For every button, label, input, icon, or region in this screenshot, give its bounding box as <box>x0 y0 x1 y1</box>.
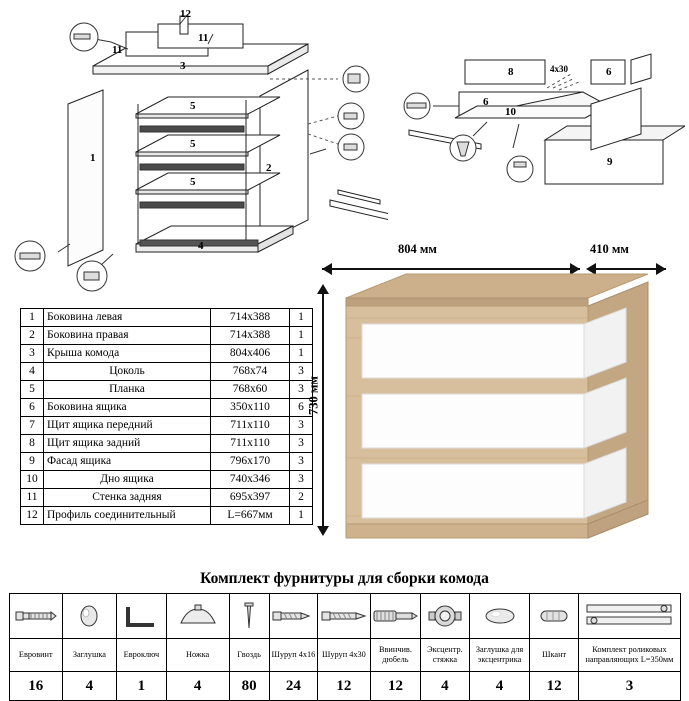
hardware-name: Евровинт <box>10 639 63 672</box>
hardware-count: 12 <box>530 672 578 701</box>
drawer-number-6-b: 6 <box>606 66 612 78</box>
hardware-name: Ножка <box>166 639 229 672</box>
part-no: 4 <box>21 363 44 381</box>
part-number-5-c: 5 <box>190 176 196 188</box>
part-name: Крыша комода <box>44 345 211 363</box>
part-qty: 3 <box>290 417 313 435</box>
part-name: Щит ящика задний <box>44 435 211 453</box>
parts-table <box>20 308 313 525</box>
table-row <box>21 453 313 471</box>
hardware-count: 80 <box>229 672 269 701</box>
drawer-number-8: 8 <box>508 66 514 78</box>
dresser-figure <box>300 238 678 558</box>
part-size: 714x388 <box>211 309 290 327</box>
hardware-name: Гвоздь <box>229 639 269 672</box>
part-size: 711х110 <box>211 435 290 453</box>
hardware-count: 3 <box>578 672 680 701</box>
part-qty: 3 <box>290 471 313 489</box>
part-size: 796х170 <box>211 453 290 471</box>
table-row <box>21 309 313 327</box>
part-qty: 2 <box>290 489 313 507</box>
hardware-name: Евроключ <box>117 639 166 672</box>
table-row <box>21 471 313 489</box>
part-size: 768х74 <box>211 363 290 381</box>
hardware-name: Эксцентр. стяжка <box>421 639 469 672</box>
hardware-name: Заглушка <box>62 639 117 672</box>
part-size: 768х60 <box>211 381 290 399</box>
part-number-12: 12 <box>180 8 191 20</box>
table-row <box>21 363 313 381</box>
hardware-name: Шкант <box>530 639 578 672</box>
hardware-name: Ввинчив. дюбель <box>370 639 421 672</box>
part-size: 711х110 <box>211 417 290 435</box>
part-name: Дно ящика <box>44 471 211 489</box>
part-qty: 3 <box>290 453 313 471</box>
part-qty: 1 <box>290 309 313 327</box>
part-no: 12 <box>21 507 44 525</box>
drawer-label-4x30: 4x30 <box>550 64 568 74</box>
part-qty: 6 <box>290 399 313 417</box>
part-size: 350х110 <box>211 399 290 417</box>
screw-4x30-icon <box>318 594 371 639</box>
part-number-5-a: 5 <box>190 100 196 112</box>
hardware-name: Комплект роликовых направляющих L=350мм <box>578 639 680 672</box>
table-row <box>21 399 313 417</box>
hardware-count: 24 <box>269 672 317 701</box>
drawer-number-9: 9 <box>607 156 613 168</box>
table-row <box>21 327 313 345</box>
hardware-count: 12 <box>318 672 371 701</box>
drawer-number-6-a: 6 <box>483 96 489 108</box>
screw-4x16-icon <box>269 594 317 639</box>
table-row <box>21 507 313 525</box>
roller-slides-icon <box>578 594 680 639</box>
hardware-name: Шуруп 4х16 <box>269 639 317 672</box>
part-name: Цоколь <box>44 363 211 381</box>
table-row <box>21 489 313 507</box>
hardware-count: 4 <box>62 672 117 701</box>
exploded-drawer-svg <box>395 44 685 204</box>
part-qty: 1 <box>290 507 313 525</box>
part-qty: 3 <box>290 381 313 399</box>
part-name: Фасад ящика <box>44 453 211 471</box>
part-name: Стенка задняя <box>44 489 211 507</box>
cam-cover-icon <box>469 594 530 639</box>
hardware-count: 4 <box>469 672 530 701</box>
table-row <box>21 435 313 453</box>
hardware-kit-title: Комплект фурнитуры для сборки комода <box>200 570 489 587</box>
hardware-table <box>9 593 681 701</box>
part-no: 3 <box>21 345 44 363</box>
hardware-count: 12 <box>370 672 421 701</box>
part-name: Боковина левая <box>44 309 211 327</box>
part-no: 2 <box>21 327 44 345</box>
hardware-count: 16 <box>10 672 63 701</box>
part-number-1: 1 <box>90 152 96 164</box>
part-size: 740х346 <box>211 471 290 489</box>
part-name: Боковина ящика <box>44 399 211 417</box>
height-dimension-line <box>322 292 324 532</box>
part-number-11-b: 11 <box>198 32 209 44</box>
part-number-4: 4 <box>198 240 204 252</box>
allen-key-icon <box>117 594 166 639</box>
part-no: 10 <box>21 471 44 489</box>
part-no: 7 <box>21 417 44 435</box>
part-no: 1 <box>21 309 44 327</box>
nail-icon <box>229 594 269 639</box>
depth-dimension-label: 410 мм <box>590 242 629 256</box>
part-qty: 1 <box>290 327 313 345</box>
part-size: 695х397 <box>211 489 290 507</box>
part-no: 8 <box>21 435 44 453</box>
hardware-count: 4 <box>421 672 469 701</box>
exploded-view-drawer <box>395 44 685 204</box>
wooden-dowel-icon <box>530 594 578 639</box>
part-qty: 1 <box>290 345 313 363</box>
part-size: L=667мм <box>211 507 290 525</box>
part-name: Планка <box>44 381 211 399</box>
width-arrow-left <box>322 263 332 275</box>
part-qty: 3 <box>290 435 313 453</box>
drawer-number-10: 10 <box>505 106 516 118</box>
part-size: 714x388 <box>211 327 290 345</box>
hardware-name: Шуруп 4х30 <box>318 639 371 672</box>
chest-of-drawers-render <box>336 246 676 546</box>
part-number-11-a: 11 <box>112 44 123 56</box>
part-name: Боковина правая <box>44 327 211 345</box>
part-no: 9 <box>21 453 44 471</box>
part-no: 5 <box>21 381 44 399</box>
height-arrow-top <box>317 284 329 294</box>
part-number-3: 3 <box>180 60 186 72</box>
hardware-count: 4 <box>166 672 229 701</box>
furniture-leg-icon <box>166 594 229 639</box>
hardware-name: Заглушка для эксцентрика <box>469 639 530 672</box>
part-no: 6 <box>21 399 44 417</box>
cam-lock-icon <box>421 594 469 639</box>
table-row <box>21 345 313 363</box>
part-number-2: 2 <box>266 162 272 174</box>
part-no: 11 <box>21 489 44 507</box>
hardware-count: 1 <box>117 672 166 701</box>
euro-screw-icon <box>10 594 63 639</box>
confirmat-dowel-icon <box>370 594 421 639</box>
table-row <box>21 417 313 435</box>
part-name: Профиль соединительный <box>44 507 211 525</box>
part-qty: 3 <box>290 363 313 381</box>
height-dimension-label: 730 мм <box>306 376 321 415</box>
table-row <box>21 381 313 399</box>
height-arrow-bottom <box>317 526 329 536</box>
part-number-5-b: 5 <box>190 138 196 150</box>
part-size: 804x406 <box>211 345 290 363</box>
cap-plug-icon <box>62 594 117 639</box>
width-dimension-label: 804 мм <box>398 242 437 256</box>
part-name: Щит ящика передний <box>44 417 211 435</box>
